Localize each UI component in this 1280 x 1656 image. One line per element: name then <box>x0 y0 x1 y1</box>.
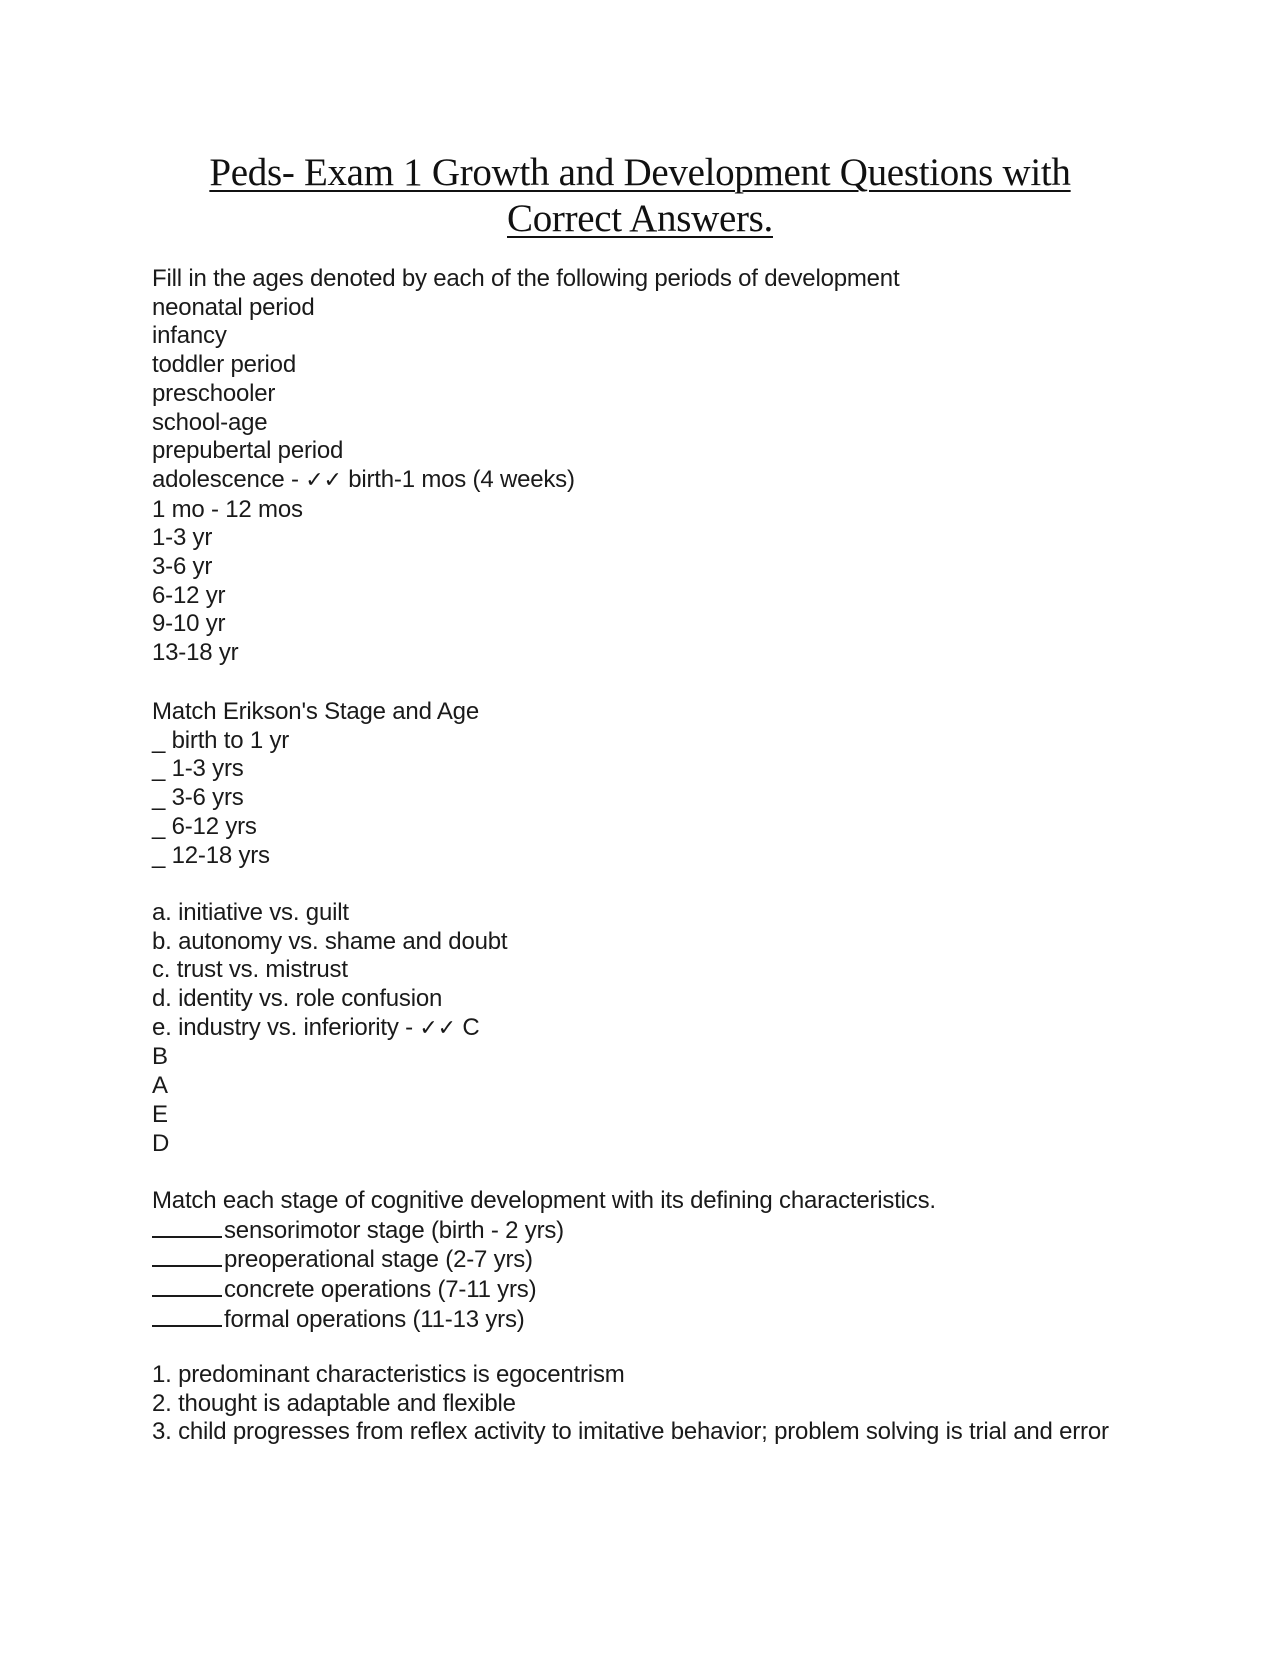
period-answer-line <box>152 466 899 496</box>
age-item: _ 1-3 yrs <box>152 755 244 783</box>
cognitive-stage-label: concrete operations (7-11 yrs) <box>224 1276 537 1304</box>
stage-option: e. industry vs. inferiority - <box>152 1013 420 1041</box>
answer-item: 3-6 yr <box>152 553 213 581</box>
answer-item: D <box>152 1129 170 1157</box>
answer-item: A <box>152 1072 168 1100</box>
stage-option: c. trust vs. mistrust <box>152 956 348 984</box>
question-prompt: Match Erikson's Stage and Age <box>152 698 479 725</box>
period-item: infancy <box>152 322 227 350</box>
answer-blank <box>152 1216 222 1238</box>
question-prompt: Fill in the ages denoted by each of the following periods of development <box>152 265 900 292</box>
document-title <box>150 150 1130 242</box>
period-item: neonatal period <box>152 293 315 321</box>
checkmark-icon: ✓✓ <box>305 467 342 493</box>
cognitive-stage-label: preoperational stage (2-7 yrs) <box>224 1246 533 1274</box>
spacer <box>152 870 507 899</box>
stage-option: d. identity vs. role confusion <box>152 985 443 1013</box>
age-item: _ 12-18 yrs <box>152 841 270 869</box>
stage-option: b. autonomy vs. shame and doubt <box>152 927 508 955</box>
answer-item: 9-10 yr <box>152 610 226 638</box>
characteristic-item: 3. child progresses from reflex activity to imitative behavior; problem solving is trial and error <box>152 1418 1109 1446</box>
cognitive-stage-label: formal operations (11-13 yrs) <box>224 1305 525 1333</box>
cognitive-stages-question <box>152 1187 936 1335</box>
cognitive-stage-label: sensorimotor stage (birth - 2 yrs) <box>224 1216 564 1244</box>
period-item: school-age <box>152 408 268 436</box>
answer-blank <box>152 1245 222 1267</box>
age-item: _ 6-12 yrs <box>152 812 257 840</box>
cognitive-stage-row <box>152 1275 936 1305</box>
answer-item: 13-18 yr <box>152 639 239 667</box>
answer-blank <box>152 1305 222 1327</box>
erikson-stages-question <box>152 698 507 1158</box>
period-item: adolescence - <box>152 465 306 493</box>
answer-item: 1-3 yr <box>152 524 213 552</box>
stage-option: a. initiative vs. guilt <box>152 898 349 926</box>
answer-item: 6-12 yr <box>152 581 226 609</box>
stage-answer-line <box>152 1014 507 1044</box>
period-item: toddler period <box>152 351 296 379</box>
document-title-text: Peds- Exam 1 Growth and Development Questions with Correct Answers. <box>209 151 1071 240</box>
checkmark-icon: ✓✓ <box>419 1015 456 1041</box>
cognitive-stage-row <box>152 1216 936 1246</box>
answer-item: E <box>152 1100 168 1128</box>
characteristic-item: 1. predominant characteristics is egocentrism <box>152 1361 625 1388</box>
cognitive-stage-row <box>152 1305 936 1335</box>
cognitive-stage-row <box>152 1245 936 1275</box>
answer-item: 1 mo - 12 mos <box>152 495 303 523</box>
characteristic-item: 2. thought is adaptable and flexible <box>152 1389 516 1417</box>
answer-item: birth-1 mos (4 weeks) <box>341 465 575 493</box>
age-item: _ birth to 1 yr <box>152 726 290 754</box>
period-item: preschooler <box>152 379 276 407</box>
cognitive-characteristics-list <box>152 1361 1112 1447</box>
answer-item: B <box>152 1043 168 1071</box>
answer-item: C <box>455 1013 480 1041</box>
answer-blank <box>152 1275 222 1297</box>
period-item: prepubertal period <box>152 437 344 465</box>
question-prompt: Match each stage of cognitive development with its defining characteristics. <box>152 1187 936 1214</box>
age-item: _ 3-6 yrs <box>152 784 244 812</box>
development-periods-question <box>152 265 899 668</box>
